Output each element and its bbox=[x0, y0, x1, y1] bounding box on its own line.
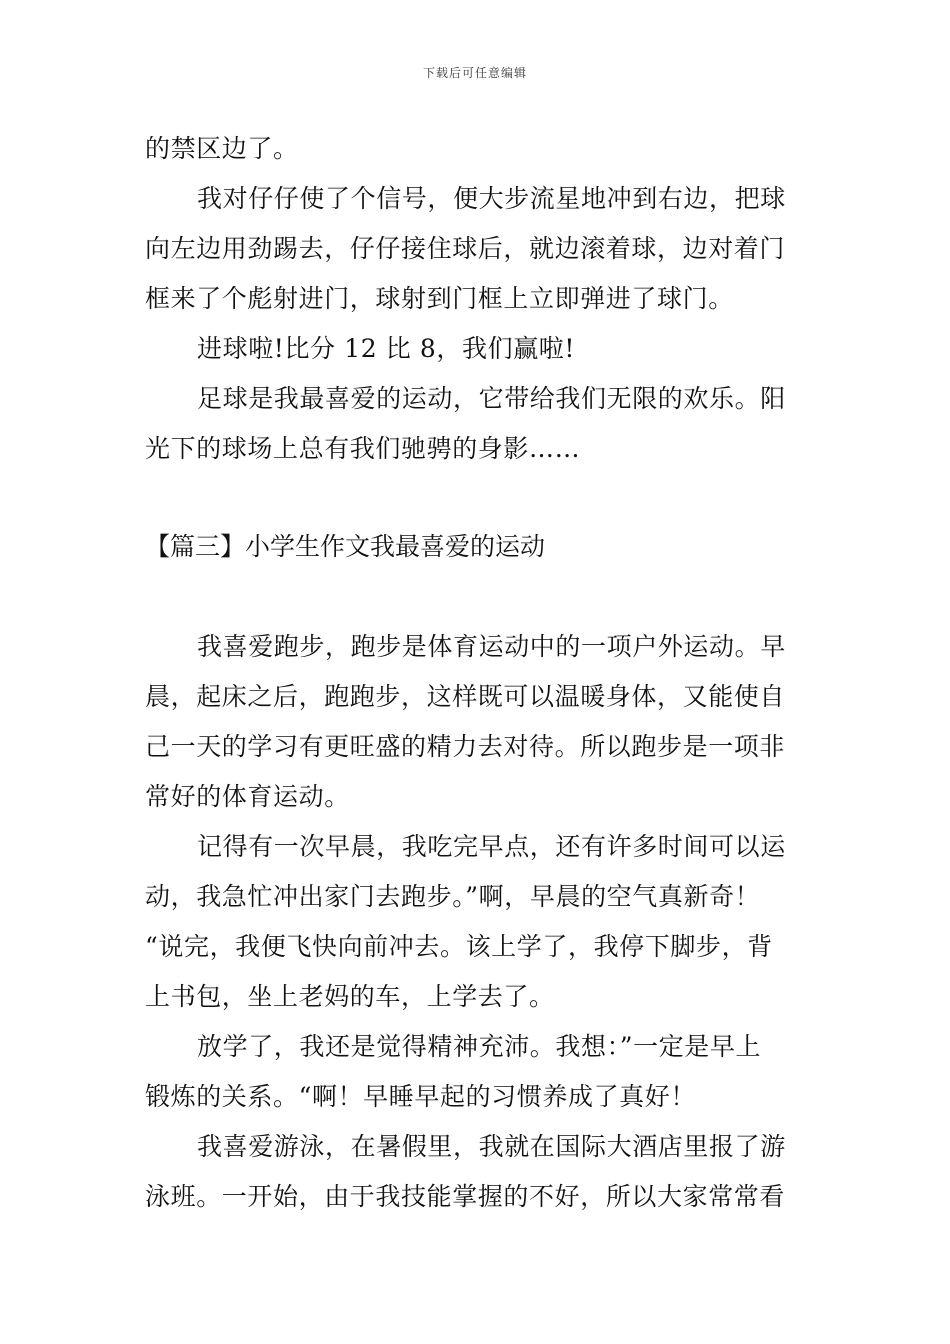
text-line: 锻炼的关系。“啊！早睡早起的习惯养成了真好！ bbox=[145, 1082, 696, 1111]
text-line: 己一天的学习有更旺盛的精力去对待。所以跑步是一项非 bbox=[145, 732, 786, 761]
paragraph-3 bbox=[145, 324, 807, 374]
text-line: 记得有一次早晨，我吃完早点，还有许多时间可以运 bbox=[197, 832, 786, 861]
text-line: “说完，我便飞快向前冲去。该上学了，我停下脚步，背 bbox=[145, 932, 773, 961]
text-line: 晨，起床之后，跑跑步，这样既可以温暖身体，又能使自 bbox=[145, 682, 786, 711]
text-line: 放学了，我还是觉得精神充沛。我想：”一定是早上 bbox=[197, 1032, 762, 1061]
text-line: 光下的球场上总有我们驰骋的身影…… bbox=[145, 434, 581, 463]
paragraph-8 bbox=[145, 1122, 807, 1222]
text-line: 足球是我最喜爱的运动，它带给我们无限的欢乐。阳 bbox=[197, 384, 786, 413]
paragraph-2 bbox=[145, 174, 807, 324]
text-line: 的禁区边了。 bbox=[145, 134, 299, 163]
paragraph-4 bbox=[145, 374, 807, 474]
text-line: 上书包，坐上老妈的车，上学去了。 bbox=[145, 982, 555, 1011]
text-line: 框来了个彪射进门，球射到门框上立即弹进了球门。 bbox=[145, 284, 734, 313]
spacer bbox=[145, 474, 807, 522]
text-line: 向左边用劲踢去，仔仔接住球后，就边滚着球，边对着门 bbox=[145, 234, 786, 263]
text-line: 常好的体育运动。 bbox=[145, 782, 350, 811]
text-line: 动，我急忙冲出家门去跑步。”啊，早晨的空气真新奇！ bbox=[145, 882, 761, 911]
section-heading: 【篇三】小学生作文我最喜爱的运动 bbox=[145, 532, 546, 561]
paragraph-7 bbox=[145, 1022, 807, 1122]
text-line: 我喜爱跑步，跑步是体育运动中的一项户外运动。早 bbox=[197, 632, 786, 661]
spacer bbox=[145, 572, 807, 622]
text-line: 泳班。一开始，由于我技能掌握的不好，所以大家常常看 bbox=[145, 1182, 786, 1211]
paragraph-6 bbox=[145, 822, 807, 1022]
text-line: 我喜爱游泳，在暑假里，我就在国际大酒店里报了游 bbox=[197, 1132, 786, 1161]
paragraph-1 bbox=[145, 124, 807, 174]
page-header: 下载后可任意编辑 bbox=[422, 66, 527, 80]
document-body bbox=[145, 124, 807, 1222]
text-line: 我对仔仔使了个信号，便大步流星地冲到右边，把球 bbox=[197, 184, 786, 213]
paragraph-5 bbox=[145, 622, 807, 822]
text-line: 进球啦!比分 12 比 8，我们赢啦! bbox=[197, 334, 576, 363]
